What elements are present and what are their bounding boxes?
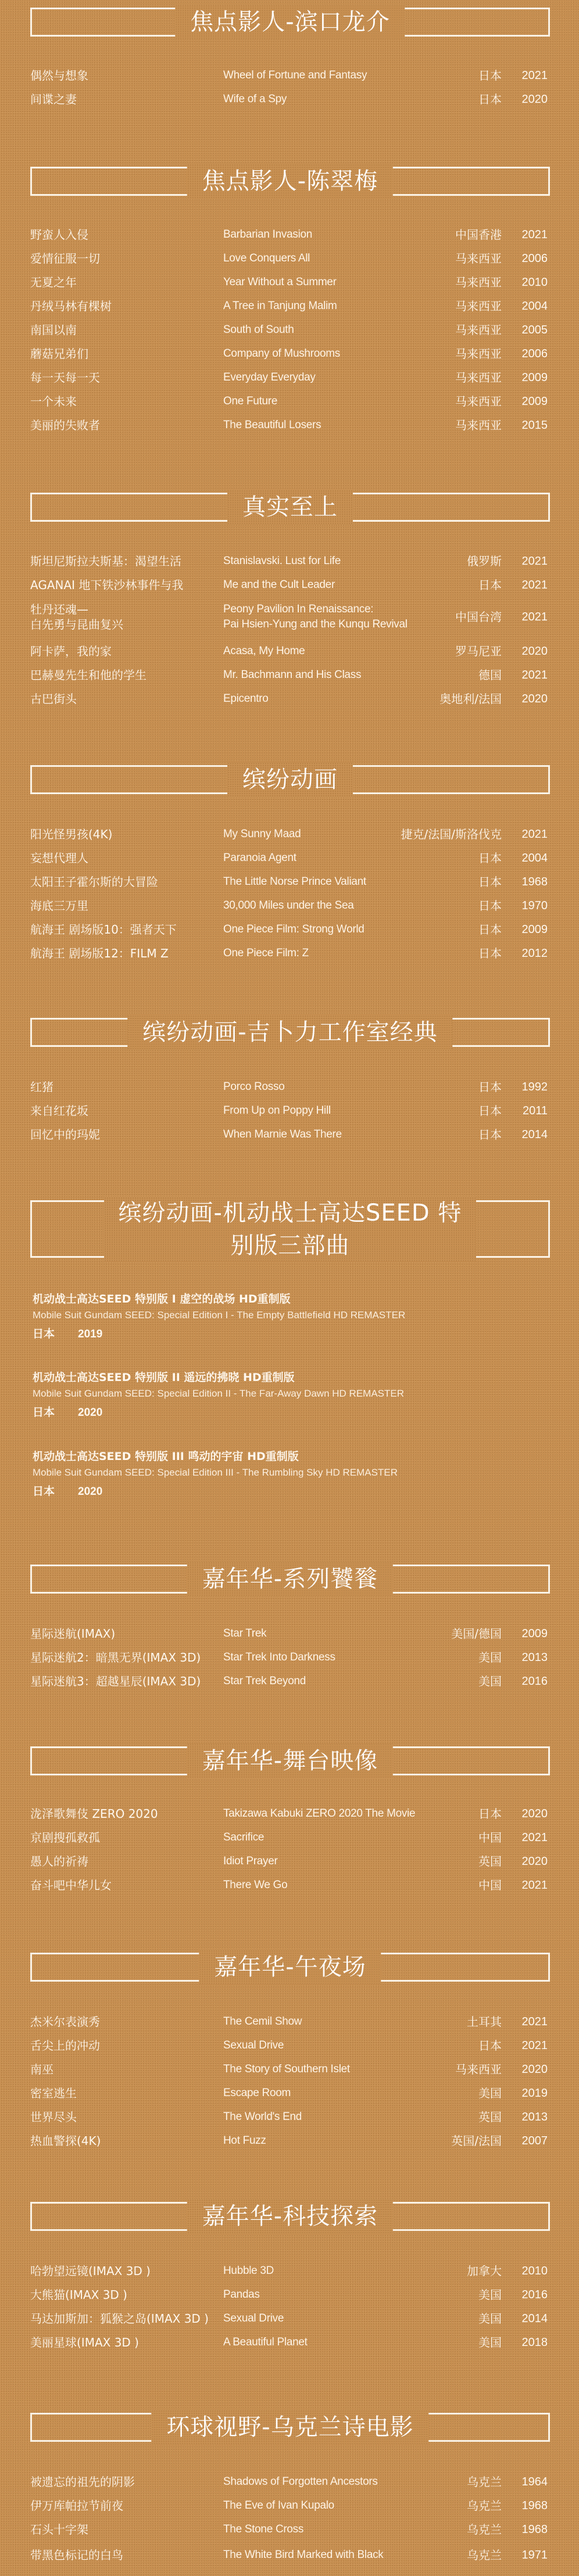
film-title-en: Star Trek bbox=[223, 1627, 267, 1639]
film-country: 捷克/法国/斯洛伐克 bbox=[401, 827, 502, 841]
film-row bbox=[0, 323, 579, 346]
film-title-zh: 世界尽头 bbox=[30, 2110, 77, 2124]
film-row bbox=[0, 554, 579, 577]
film-title-en: One Piece Film: Strong World bbox=[223, 923, 364, 935]
film-country: 日本 bbox=[33, 1328, 55, 1340]
film-row bbox=[0, 1674, 579, 1698]
film-row bbox=[0, 2288, 579, 2311]
film-year: 2010 bbox=[521, 276, 548, 289]
film-country: 乌克兰 bbox=[467, 2548, 502, 2562]
film-title-zh: 巴赫曼先生和他的学生 bbox=[30, 668, 146, 682]
film-year: 2010 bbox=[521, 2265, 548, 2277]
film-year: 2020 bbox=[78, 1486, 103, 1498]
film-country: 马来西亚 bbox=[455, 299, 502, 313]
film-title-zh bbox=[30, 602, 123, 632]
film-year: 2021 bbox=[521, 2015, 548, 2028]
film-title-en: There We Go bbox=[223, 1879, 288, 1891]
film-year: 2021 bbox=[521, 69, 548, 82]
film-title-zh: AGANAI 地下铁沙林事件与我 bbox=[30, 578, 184, 592]
film-year: 2021 bbox=[521, 611, 548, 623]
section-title-frame bbox=[30, 1953, 550, 1982]
film-country: 美国/德国 bbox=[451, 1627, 502, 1641]
film-title-en: Wheel of Fortune and Fantasy bbox=[223, 69, 367, 81]
film-title-zh-line1: 牡丹还魂— bbox=[30, 602, 88, 616]
section-title: 嘉年华-科技探索 bbox=[187, 2199, 393, 2234]
film-row bbox=[0, 923, 579, 946]
film-title-zh: 舌尖上的冲动 bbox=[30, 2039, 100, 2053]
film-country: 马来西亚 bbox=[455, 323, 502, 337]
film-row bbox=[0, 1854, 579, 1878]
film-row bbox=[0, 2312, 579, 2335]
film-country: 日本 bbox=[478, 1080, 502, 1094]
film-title-en: Star Trek Into Darkness bbox=[223, 1651, 335, 1663]
film-year: 2018 bbox=[521, 2336, 548, 2349]
film-title-en: Company of Mushrooms bbox=[223, 347, 340, 360]
film-row bbox=[0, 899, 579, 922]
film-row bbox=[0, 228, 579, 251]
film-year: 2009 bbox=[521, 923, 548, 936]
film-year: 2005 bbox=[521, 324, 548, 336]
film-title-en: Stanislavski. Lust for Life bbox=[223, 555, 341, 567]
film-year: 2015 bbox=[521, 419, 548, 432]
film-title-en: Sacrifice bbox=[223, 1831, 265, 1843]
film-row bbox=[0, 644, 579, 668]
section-title: 焦点影人-滨口龙介 bbox=[175, 5, 405, 40]
film-title-zh: 每一天每一天 bbox=[30, 371, 100, 385]
film-title-zh: 杰米尔表演秀 bbox=[30, 2015, 100, 2029]
film-year: 2021 bbox=[521, 1831, 548, 1844]
film-title-en: The Story of Southern Islet bbox=[223, 2063, 350, 2075]
film-row bbox=[0, 2015, 579, 2038]
film-year: 1971 bbox=[521, 2549, 548, 2561]
film-year: 2014 bbox=[521, 2312, 548, 2325]
film-title-zh: 密室逃生 bbox=[30, 2086, 77, 2100]
film-country: 乌克兰 bbox=[467, 2523, 502, 2536]
film-year: 2009 bbox=[521, 371, 548, 384]
film-country: 俄罗斯 bbox=[467, 554, 502, 568]
film-country: 日本 bbox=[478, 1128, 502, 1142]
film-country: 马来西亚 bbox=[455, 347, 502, 361]
film-meta bbox=[33, 1402, 556, 1423]
film-title-zh-line2: 白先勇与昆曲复兴 bbox=[30, 618, 123, 632]
film-country: 日本 bbox=[478, 923, 502, 937]
section-title: 缤纷动画-吉卜力工作室经典 bbox=[127, 1015, 452, 1050]
film-row bbox=[0, 578, 579, 601]
film-country: 加拿大 bbox=[467, 2264, 502, 2278]
film-year: 2013 bbox=[521, 2111, 548, 2123]
film-title-zh: 泷泽歌舞伎 ZERO 2020 bbox=[30, 1807, 158, 1821]
film-row bbox=[0, 371, 579, 394]
film-title-zh: 机动战士高达SEED 特别版 II 遥远的拂晓 HD重制版 bbox=[33, 1371, 295, 1384]
film-title-en: The World's End bbox=[223, 2111, 302, 2123]
film-row bbox=[0, 252, 579, 275]
film-entry bbox=[33, 1291, 556, 1344]
film-title-zh: 石头十字架 bbox=[30, 2523, 88, 2536]
film-year: 2020 bbox=[521, 1807, 548, 1820]
film-year: 2021 bbox=[521, 1879, 548, 1892]
film-title-en: One Piece Film: Z bbox=[223, 947, 309, 959]
film-row bbox=[0, 668, 579, 691]
film-row bbox=[0, 827, 579, 851]
film-title-zh: 美丽的失败者 bbox=[30, 418, 100, 432]
film-row bbox=[0, 851, 579, 874]
film-country: 日本 bbox=[33, 1485, 55, 1498]
film-row bbox=[0, 2475, 579, 2498]
film-row bbox=[0, 418, 579, 442]
film-title-zh: 南国以南 bbox=[30, 323, 77, 337]
film-year: 2021 bbox=[521, 669, 548, 681]
film-title-en-line1: Peony Pavilion In Renaissance: bbox=[223, 603, 374, 615]
section-title: 嘉年华-系列饕餮 bbox=[187, 1562, 393, 1596]
film-title-en: Acasa, My Home bbox=[223, 645, 305, 657]
film-row bbox=[0, 2039, 579, 2062]
film-title-zh: 野蛮人入侵 bbox=[30, 228, 88, 242]
film-year: 2014 bbox=[521, 1128, 548, 1141]
film-year: 2004 bbox=[521, 300, 548, 313]
film-title-zh: 妄想代理人 bbox=[30, 851, 88, 865]
film-title-en: Idiot Prayer bbox=[223, 1855, 278, 1867]
film-year: 2006 bbox=[521, 252, 548, 265]
film-title-zh: 机动战士高达SEED 特别版 I 虚空的战场 HD重制版 bbox=[33, 1293, 291, 1305]
film-year: 2020 bbox=[521, 1855, 548, 1868]
film-year: 2021 bbox=[521, 828, 548, 841]
film-country: 美国 bbox=[478, 2086, 502, 2100]
film-row bbox=[0, 2499, 579, 2522]
section-title-frame bbox=[30, 1746, 550, 1775]
film-title-en: Hubble 3D bbox=[223, 2265, 274, 2277]
film-title-en: Takizawa Kabuki ZERO 2020 The Movie bbox=[223, 1807, 416, 1820]
film-country: 中国 bbox=[478, 1878, 502, 1892]
section-title: 缤纷动画-机动战士高达SEED 特别版三部曲 bbox=[104, 1197, 476, 1262]
film-row bbox=[0, 1627, 579, 1650]
section-title-frame bbox=[30, 765, 550, 794]
film-year: 2007 bbox=[521, 2134, 548, 2147]
film-title-en: From Up on Poppy Hill bbox=[223, 1104, 331, 1117]
film-country: 日本 bbox=[478, 851, 502, 865]
film-country: 乌克兰 bbox=[467, 2475, 502, 2489]
film-title-en: South of South bbox=[223, 324, 294, 336]
film-title-zh: 一个未来 bbox=[30, 394, 77, 408]
film-country: 中国 bbox=[478, 1831, 502, 1845]
film-country: 奥地利/法国 bbox=[439, 692, 502, 706]
film-title-en: Love Conquers All bbox=[223, 252, 310, 264]
film-title-zh: 星际迷航(IMAX) bbox=[30, 1627, 116, 1641]
film-meta bbox=[33, 1324, 556, 1344]
film-title-en: Escape Room bbox=[223, 2087, 291, 2099]
film-row bbox=[0, 1651, 579, 1674]
film-year: 2021 bbox=[521, 228, 548, 241]
film-row bbox=[0, 2062, 579, 2086]
film-title-zh: 阳光怪男孩(4K) bbox=[30, 827, 113, 841]
film-title-en: The Cemil Show bbox=[223, 2015, 302, 2028]
film-title-en: Hot Fuzz bbox=[223, 2134, 266, 2147]
film-country: 马来西亚 bbox=[455, 418, 502, 432]
film-title-zh: 机动战士高达SEED 特别版 III 鸣动的宇宙 HD重制版 bbox=[33, 1450, 299, 1463]
film-title-zh: 南巫 bbox=[30, 2062, 53, 2076]
film-row bbox=[0, 946, 579, 970]
film-title-en: A Tree in Tanjung Malim bbox=[223, 300, 337, 312]
film-country: 美国 bbox=[478, 2335, 502, 2349]
film-title-en: The White Bird Marked with Black bbox=[223, 2549, 384, 2561]
film-year: 2020 bbox=[521, 2063, 548, 2076]
section-title: 焦点影人-陈翠梅 bbox=[187, 164, 393, 199]
film-year: 1968 bbox=[521, 876, 548, 888]
film-country: 日本 bbox=[478, 69, 502, 82]
film-title-zh: 丹绒马林有棵树 bbox=[30, 299, 112, 313]
film-title-zh: 爱情征服一切 bbox=[30, 252, 100, 266]
film-title-zh: 太阳王子霍尔斯的大冒险 bbox=[30, 875, 158, 889]
film-title-zh: 来自红花坂 bbox=[30, 1104, 88, 1118]
film-year: 2011 bbox=[522, 1104, 548, 1117]
film-country: 日本 bbox=[33, 1406, 55, 1419]
film-title-en: The Eve of Ivan Kupalo bbox=[223, 2499, 334, 2512]
film-row bbox=[0, 347, 579, 370]
film-title-zh: 奋斗吧中华儿女 bbox=[30, 1878, 112, 1892]
film-title-zh: 伊万库帕拉节前夜 bbox=[30, 2499, 123, 2513]
film-country: 日本 bbox=[478, 1104, 502, 1118]
film-country: 马来西亚 bbox=[455, 394, 502, 408]
film-entry bbox=[33, 1449, 556, 1502]
film-title-en: When Marnie Was There bbox=[223, 1128, 342, 1140]
film-row bbox=[0, 275, 579, 299]
film-row bbox=[0, 1807, 579, 1830]
film-country: 中国香港 bbox=[455, 228, 502, 242]
film-title-zh: 京剧搜孤救孤 bbox=[30, 1831, 100, 1845]
film-year: 2012 bbox=[521, 947, 548, 960]
film-title-en: Mobile Suit Gundam SEED: Special Edition III - The Rumbling Sky HD REMASTER bbox=[33, 1467, 398, 1478]
film-title-zh: 愚人的祈祷 bbox=[30, 1854, 88, 1868]
film-year: 2020 bbox=[521, 645, 548, 658]
film-country: 马来西亚 bbox=[455, 2062, 502, 2076]
film-title-en: The Little Norse Prince Valiant bbox=[223, 876, 366, 888]
film-entry bbox=[33, 1370, 556, 1423]
film-title-en-line2: Pai Hsien-Yung and the Kunqu Revival bbox=[223, 618, 408, 630]
film-title-zh: 斯坦尼斯拉夫斯基：渴望生活 bbox=[30, 554, 181, 568]
film-title-en: Porco Rosso bbox=[223, 1081, 285, 1093]
film-country: 马来西亚 bbox=[455, 371, 502, 385]
film-title-zh: 无夏之年 bbox=[30, 275, 77, 289]
film-country: 英国/法国 bbox=[451, 2134, 502, 2148]
film-country: 日本 bbox=[478, 1807, 502, 1821]
film-country: 德国 bbox=[478, 668, 502, 682]
film-title-zh: 阿卡萨，我的家 bbox=[30, 644, 112, 658]
section-title-frame bbox=[30, 167, 550, 196]
film-row bbox=[0, 1128, 579, 1151]
film-country: 日本 bbox=[478, 578, 502, 592]
film-title-en: 30,000 Miles under the Sea bbox=[223, 899, 354, 912]
section-title-frame bbox=[30, 2413, 550, 2442]
film-title-zh: 偶然与想象 bbox=[30, 69, 88, 82]
film-row bbox=[0, 2110, 579, 2133]
section-title: 嘉年华-舞台映像 bbox=[187, 1743, 393, 1778]
film-row bbox=[0, 692, 579, 715]
section-title: 真实至上 bbox=[227, 490, 353, 525]
film-year: 2016 bbox=[521, 2288, 548, 2301]
film-title-zh: 蘑菇兄弟们 bbox=[30, 347, 88, 361]
film-title-zh: 热血警探(4K) bbox=[30, 2134, 101, 2148]
film-year: 2021 bbox=[521, 555, 548, 568]
section-title: 嘉年华-午夜场 bbox=[199, 1950, 381, 1985]
film-country: 日本 bbox=[478, 899, 502, 913]
film-title-zh: 航海王 剧场版12：FILM Z bbox=[30, 946, 169, 960]
film-title-zh: 带黑色标记的白鸟 bbox=[30, 2548, 123, 2562]
film-year: 1970 bbox=[521, 899, 548, 912]
film-year: 2013 bbox=[521, 1651, 548, 1664]
film-row bbox=[0, 2335, 579, 2359]
film-title-zh: 星际迷航3：超越星辰(IMAX 3D) bbox=[30, 1674, 201, 1688]
film-row bbox=[0, 1080, 579, 1103]
film-title-zh: 间谍之妻 bbox=[30, 92, 77, 106]
film-year: 1968 bbox=[521, 2499, 548, 2512]
section-title-frame bbox=[30, 493, 550, 522]
film-title-en: My Sunny Maad bbox=[223, 828, 301, 840]
film-year: 1992 bbox=[521, 1081, 548, 1093]
film-year: 1964 bbox=[521, 2475, 548, 2488]
film-country: 马来西亚 bbox=[455, 252, 502, 266]
film-title-en: Mr. Bachmann and His Class bbox=[223, 669, 362, 681]
film-title-en: Barbarian Invasion bbox=[223, 228, 313, 241]
film-year: 2016 bbox=[521, 1675, 548, 1688]
film-country: 罗马尼亚 bbox=[455, 644, 502, 658]
film-country: 美国 bbox=[478, 2288, 502, 2302]
film-title-zh: 海底三万里 bbox=[30, 899, 88, 913]
film-row bbox=[0, 2264, 579, 2287]
film-title-en: Pandas bbox=[223, 2288, 260, 2301]
film-row bbox=[0, 602, 579, 637]
film-country: 英国 bbox=[478, 1854, 502, 1868]
film-country: 英国 bbox=[478, 2110, 502, 2124]
film-title-zh: 大熊猫(IMAX 3D ) bbox=[30, 2288, 127, 2302]
film-country: 日本 bbox=[478, 946, 502, 960]
film-country: 日本 bbox=[478, 92, 502, 106]
film-title-en: One Future bbox=[223, 395, 278, 407]
film-year: 2020 bbox=[521, 693, 548, 705]
film-title-en: Shadows of Forgotten Ancestors bbox=[223, 2475, 378, 2488]
film-title-zh: 古巴街头 bbox=[30, 692, 77, 706]
film-row bbox=[0, 69, 579, 92]
film-year: 2019 bbox=[521, 2087, 548, 2100]
film-row bbox=[0, 1104, 579, 1127]
film-row bbox=[0, 2086, 579, 2109]
film-title-en: Paranoia Agent bbox=[223, 852, 296, 864]
film-country: 美国 bbox=[478, 2312, 502, 2326]
film-title-en: Star Trek Beyond bbox=[223, 1675, 306, 1687]
film-row bbox=[0, 1831, 579, 1854]
film-title-en: A Beautiful Planet bbox=[223, 2336, 308, 2348]
film-row bbox=[0, 299, 579, 322]
film-title-zh: 星际迷航2：暗黑无界(IMAX 3D) bbox=[30, 1651, 201, 1664]
film-row bbox=[0, 2548, 579, 2571]
film-title-zh: 马达加斯加：狐猴之岛(IMAX 3D ) bbox=[30, 2312, 209, 2326]
film-title-en: Everyday Everyday bbox=[223, 371, 316, 383]
film-country: 马来西亚 bbox=[455, 275, 502, 289]
film-year: 2021 bbox=[521, 579, 548, 591]
film-year: 2009 bbox=[521, 1627, 548, 1640]
film-title-zh: 回忆中的玛妮 bbox=[30, 1128, 100, 1142]
film-row bbox=[0, 2523, 579, 2546]
film-title-en: Sexual Drive bbox=[223, 2039, 284, 2051]
film-title-en bbox=[223, 602, 408, 632]
film-meta bbox=[33, 1481, 556, 1502]
section-title-frame bbox=[30, 1200, 550, 1258]
film-title-en: The Stone Cross bbox=[223, 2523, 304, 2535]
film-title-en: Mobile Suit Gundam SEED: Special Edition I - The Empty Battlefield HD REMASTER bbox=[33, 1309, 406, 1321]
film-country: 乌克兰 bbox=[467, 2499, 502, 2513]
film-year: 2004 bbox=[521, 852, 548, 864]
film-year: 2020 bbox=[521, 93, 548, 106]
film-year: 2019 bbox=[78, 1328, 103, 1340]
film-row bbox=[0, 2134, 579, 2157]
film-country: 日本 bbox=[478, 875, 502, 889]
film-title-en: Epicentro bbox=[223, 693, 269, 705]
film-title-en: Sexual Drive bbox=[223, 2312, 284, 2324]
film-year: 2009 bbox=[521, 395, 548, 408]
film-country: 美国 bbox=[478, 1651, 502, 1664]
film-title-zh: 被遗忘的祖先的阴影 bbox=[30, 2475, 135, 2489]
section-title-frame bbox=[30, 1565, 550, 1594]
film-title-zh: 航海王 剧场版10：强者天下 bbox=[30, 923, 177, 937]
film-year: 2020 bbox=[78, 1407, 103, 1419]
film-title-en: The Beautiful Losers bbox=[223, 419, 321, 431]
film-title-en: Year Without a Summer bbox=[223, 276, 337, 288]
section-title-frame bbox=[30, 8, 550, 37]
film-country: 日本 bbox=[478, 2039, 502, 2053]
film-title-zh: 美丽星球(IMAX 3D ) bbox=[30, 2335, 139, 2349]
film-title-en: Mobile Suit Gundam SEED: Special Edition II - The Far-Away Dawn HD REMASTER bbox=[33, 1388, 404, 1399]
film-year: 1968 bbox=[521, 2523, 548, 2536]
film-country: 美国 bbox=[478, 1674, 502, 1688]
section-title: 缤纷动画 bbox=[227, 762, 353, 797]
film-year: 2021 bbox=[521, 2039, 548, 2052]
film-country: 中国台湾 bbox=[455, 610, 502, 624]
section-title-frame bbox=[30, 1018, 550, 1047]
film-row bbox=[0, 875, 579, 898]
film-title-zh: 哈勃望远镜(IMAX 3D ) bbox=[30, 2264, 151, 2278]
film-row bbox=[0, 394, 579, 418]
film-title-zh: 红猪 bbox=[30, 1080, 53, 1094]
film-row bbox=[0, 1878, 579, 1901]
section-title: 环球视野-乌克兰诗电影 bbox=[151, 2410, 428, 2445]
film-country: 土耳其 bbox=[467, 2015, 502, 2029]
section-title-frame bbox=[30, 2202, 550, 2231]
film-title-en: Me and the Cult Leader bbox=[223, 579, 335, 591]
film-title-en: Wife of a Spy bbox=[223, 93, 287, 105]
film-row bbox=[0, 92, 579, 116]
film-year: 2006 bbox=[521, 347, 548, 360]
